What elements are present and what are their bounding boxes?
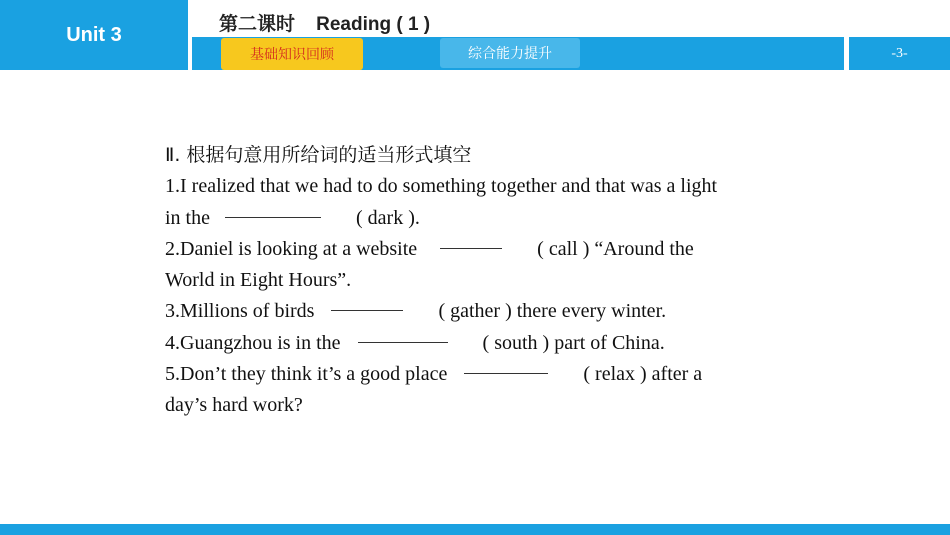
question-5-line-1 <box>165 359 805 390</box>
answer-blank-5[interactable] <box>464 372 548 374</box>
lesson-title: 第二课时 Reading ( 1 ) <box>219 14 431 35</box>
question-3-text: 3.Millions of birds <box>165 300 315 323</box>
question-2-hint: ( call ) “Around the <box>537 237 694 260</box>
answer-blank-2[interactable] <box>440 247 502 249</box>
question-5-text: 5.Don’t they think it’s a good place <box>165 363 448 386</box>
question-1-hint: ( dark ). <box>356 206 420 229</box>
question-1-line-2 <box>165 203 805 234</box>
page-number: -3- <box>849 37 950 70</box>
question-4-line <box>165 328 805 359</box>
question-5-hint: ( relax ) after a <box>583 363 703 386</box>
answer-blank-1[interactable] <box>225 216 321 218</box>
question-2-line-1 <box>165 234 805 265</box>
question-1-line-1: 1.I realized that we had to do something together and that was a light <box>165 175 718 198</box>
section-title: Ⅱ. 根据句意用所给词的适当形式填空 <box>165 144 472 166</box>
tab-basic-review[interactable]: 基础知识回顾 <box>221 38 363 70</box>
tab-comprehensive[interactable]: 综合能力提升 <box>440 38 580 68</box>
question-4-text: 4.Guangzhou is in the <box>165 331 341 354</box>
question-1-text: in the <box>165 206 210 229</box>
bottom-bar <box>0 524 950 535</box>
question-3-line <box>165 296 805 327</box>
question-2-text: 2.Daniel is looking at a website <box>165 237 418 260</box>
unit-label: Unit 3 <box>0 0 188 70</box>
question-4-hint: ( south ) part of China. <box>482 331 665 354</box>
answer-blank-4[interactable] <box>358 341 448 343</box>
question-3-hint: ( gather ) there every winter. <box>438 300 667 323</box>
exercise-content <box>165 140 805 422</box>
question-2-line-2: World in Eight Hours”. <box>165 269 352 292</box>
answer-blank-3[interactable] <box>331 309 403 311</box>
question-5-line-2: day’s hard work? <box>165 394 303 417</box>
